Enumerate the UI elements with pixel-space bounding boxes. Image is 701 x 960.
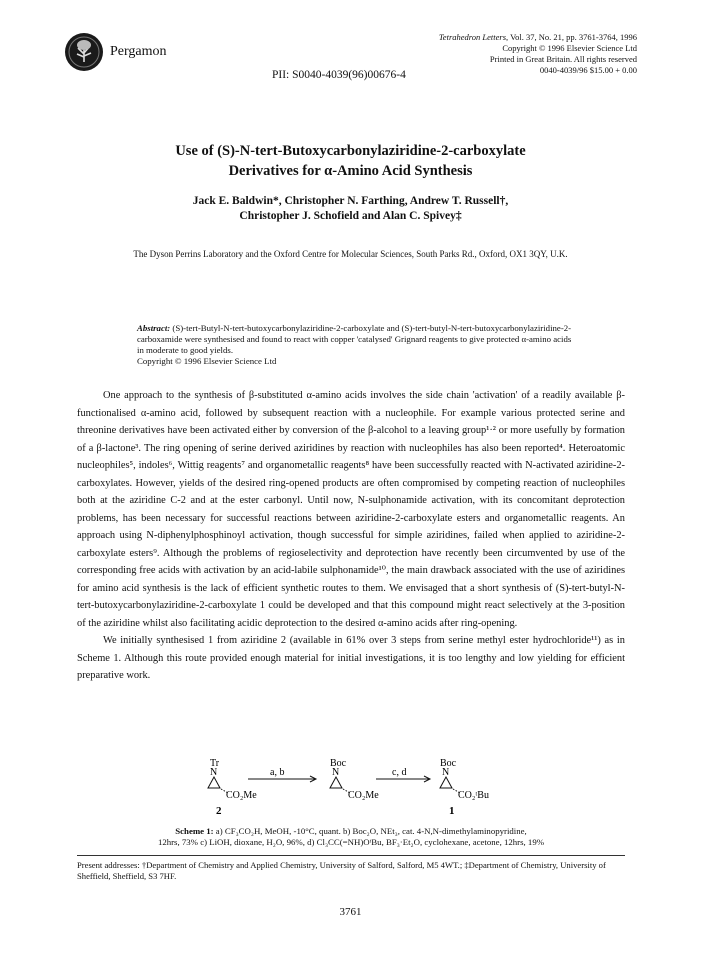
arrow-2-reagents: c, d <box>392 767 407 778</box>
title-line-2: Derivatives for α-Amino Acid Synthesis <box>228 163 473 179</box>
author-list <box>60 194 641 224</box>
substituent-tr: Tr <box>210 758 220 769</box>
caption-label: Scheme 1: <box>175 826 214 836</box>
affiliation: The Dyson Perrins Laboratory and the Oxford Centre for Molecular Sciences, South Parks Rd., Oxford, OX1 3QY, U.K. <box>133 249 568 259</box>
issn-line: 0040-4039/96 $15.00 + 0.00 <box>539 65 637 75</box>
arrow-1-reagents: a, b <box>270 767 285 778</box>
abstract-copyright: Copyright © 1996 Elsevier Science Ltd <box>137 356 277 366</box>
journal-name: Tetrahedron Letters <box>438 32 507 42</box>
page-number: 3761 <box>339 906 362 918</box>
substituent-boc-2: Boc <box>440 758 457 769</box>
scheme-1-diagram <box>206 757 506 819</box>
caption-line-2: 12hrs, 73% c) LiOH, dioxane, H₂O, 96%, d) Cl₃CC(=NH)OᵗBu, BF₃·Et₂O, cyclohexane, acetone, 12hrs, 19% <box>157 837 545 847</box>
aziridine-ring-3 <box>440 777 452 788</box>
paragraph-1: One approach to the synthesis of β-substituted α-amino acids involves the side chain 'activation' of a readily available β-functionalised α-amino acid, followed by subsequent reaction with a nucleophile. For example various protected serine and threonine derivatives have been activated either by conversion of the β-alcohol to a leaving group¹·² or more usefully by formation of a β-lactone³. The ring opening of serine derived aziridines by reaction with nucleophiles has also been reported⁴. Heteroatomic nucleophiles⁵, indoles⁶, Wittig reagents⁷ and organometallic reagents⁸ have been successfully reacted with N-activated aziridine-2-carboxylates. However, yields of the desired ring-opened products are often compromised by competing reaction of nucleophiles both at the aziridine C-2 and at the ester carbonyl. Until now, N-sulphonamide activation, with its concomitant deprotection problems, has been necessary for successful reactions between aziridine-2-carboxylate esters and organometallic reagents. An approach using N-diphenylphosphinoyl activation, though successful for simple aziridines, failed when applied to aziridine-2-carboxylate esters⁹. Although the problems of regioselectivity and deprotection have recently been circumvented by use of the corresponding free acids with activation by an acid-labile sulphonamide¹⁰, the main drawback associated with the use of aziridines for amino acid synthesis is the lack of efficient synthetic routes to them. We envisaged that a short synthesis of (S)-tert-butyl-N-tert-butoxycarbonylaziridine-2-carboxylate 1 could be developed and that this compound might react selectively at the 3-position of the aziridine whilst also facilitating acidic deprotection to the desired α-amino acids after ring-opening. <box>77 390 625 629</box>
abstract-label: Abstract: <box>137 323 171 333</box>
publisher-name: Pergamon <box>110 44 167 59</box>
scheme-caption <box>92 826 610 848</box>
journal-ref: , Vol. 37, No. 21, pp. 3761-3764, 1996 <box>506 32 637 42</box>
caption-line-1 <box>92 826 610 837</box>
caption-text-1: a) CF₃CO₂H, MeOH, -10°C, quant. b) Boc₂O, NEt₃, cat. 4-N,N-dimethylaminopyridine, <box>213 826 527 836</box>
ester-group-1: CO₂Me <box>226 790 257 801</box>
aziridine-ring-2 <box>330 777 342 788</box>
ester-group-3: CO₂ᵗBu <box>458 790 489 801</box>
journal-info <box>337 32 637 76</box>
paper-title <box>60 141 641 181</box>
abstract-text: (S)-tert-Butyl-N-tert-butoxycarbonylaziridine-2-carboxylate and (S)-tert-butyl-N-tert-butoxycarbonylaziridine-2-carboxamide were synthesised and found to react with copper 'catalysed' Grignard reagents to give protected α-amino acids in moderate to good yields. <box>137 323 572 355</box>
authors-line-2: Christopher J. Schofield and Alan C. Spivey‡ <box>239 210 462 222</box>
elsevier-tree-logo-icon <box>64 32 104 72</box>
journal-citation <box>337 32 637 43</box>
footnote-divider <box>77 855 625 856</box>
aziridine-ring-1 <box>208 777 220 788</box>
nitrogen-2: N <box>332 767 340 778</box>
substituent-boc-1: Boc <box>330 758 347 769</box>
authors-line-1: Jack E. Baldwin*, Christopher N. Farthing, Andrew T. Russell†, <box>192 195 509 207</box>
body-text <box>77 387 625 685</box>
compound-label-1: 1 <box>449 805 455 817</box>
nitrogen-3: N <box>442 767 450 778</box>
ester-group-2: CO₂Me <box>348 790 379 801</box>
nitrogen-1: N <box>210 767 218 778</box>
title-line-1: Use of (S)-N-tert-Butoxycarbonylaziridine-2-carboxylate <box>175 143 526 159</box>
abstract <box>137 323 577 367</box>
pii-code: PII: S0040-4039(96)00676-4 <box>272 69 406 81</box>
printed-line: Printed in Great Britain. All rights reserved <box>489 54 637 64</box>
footnote: Present addresses: †Department of Chemistry and Applied Chemistry, University of Salford, Salford, M5 4WT.; ‡Department of Chemistry, University of Sheffield, Sheffield, S3 7HF. <box>77 860 606 881</box>
copyright-line: Copyright © 1996 Elsevier Science Ltd <box>502 43 637 53</box>
paragraph-2: We initially synthesised 1 from aziridine 2 (available in 61% over 3 steps from serine methyl ester hydrochloride¹¹) as in Scheme 1. Although this route provided enough material for initial investigations, it is too lengthy and low yielding for efficient preparative work. <box>77 635 625 681</box>
compound-label-2: 2 <box>216 805 222 817</box>
